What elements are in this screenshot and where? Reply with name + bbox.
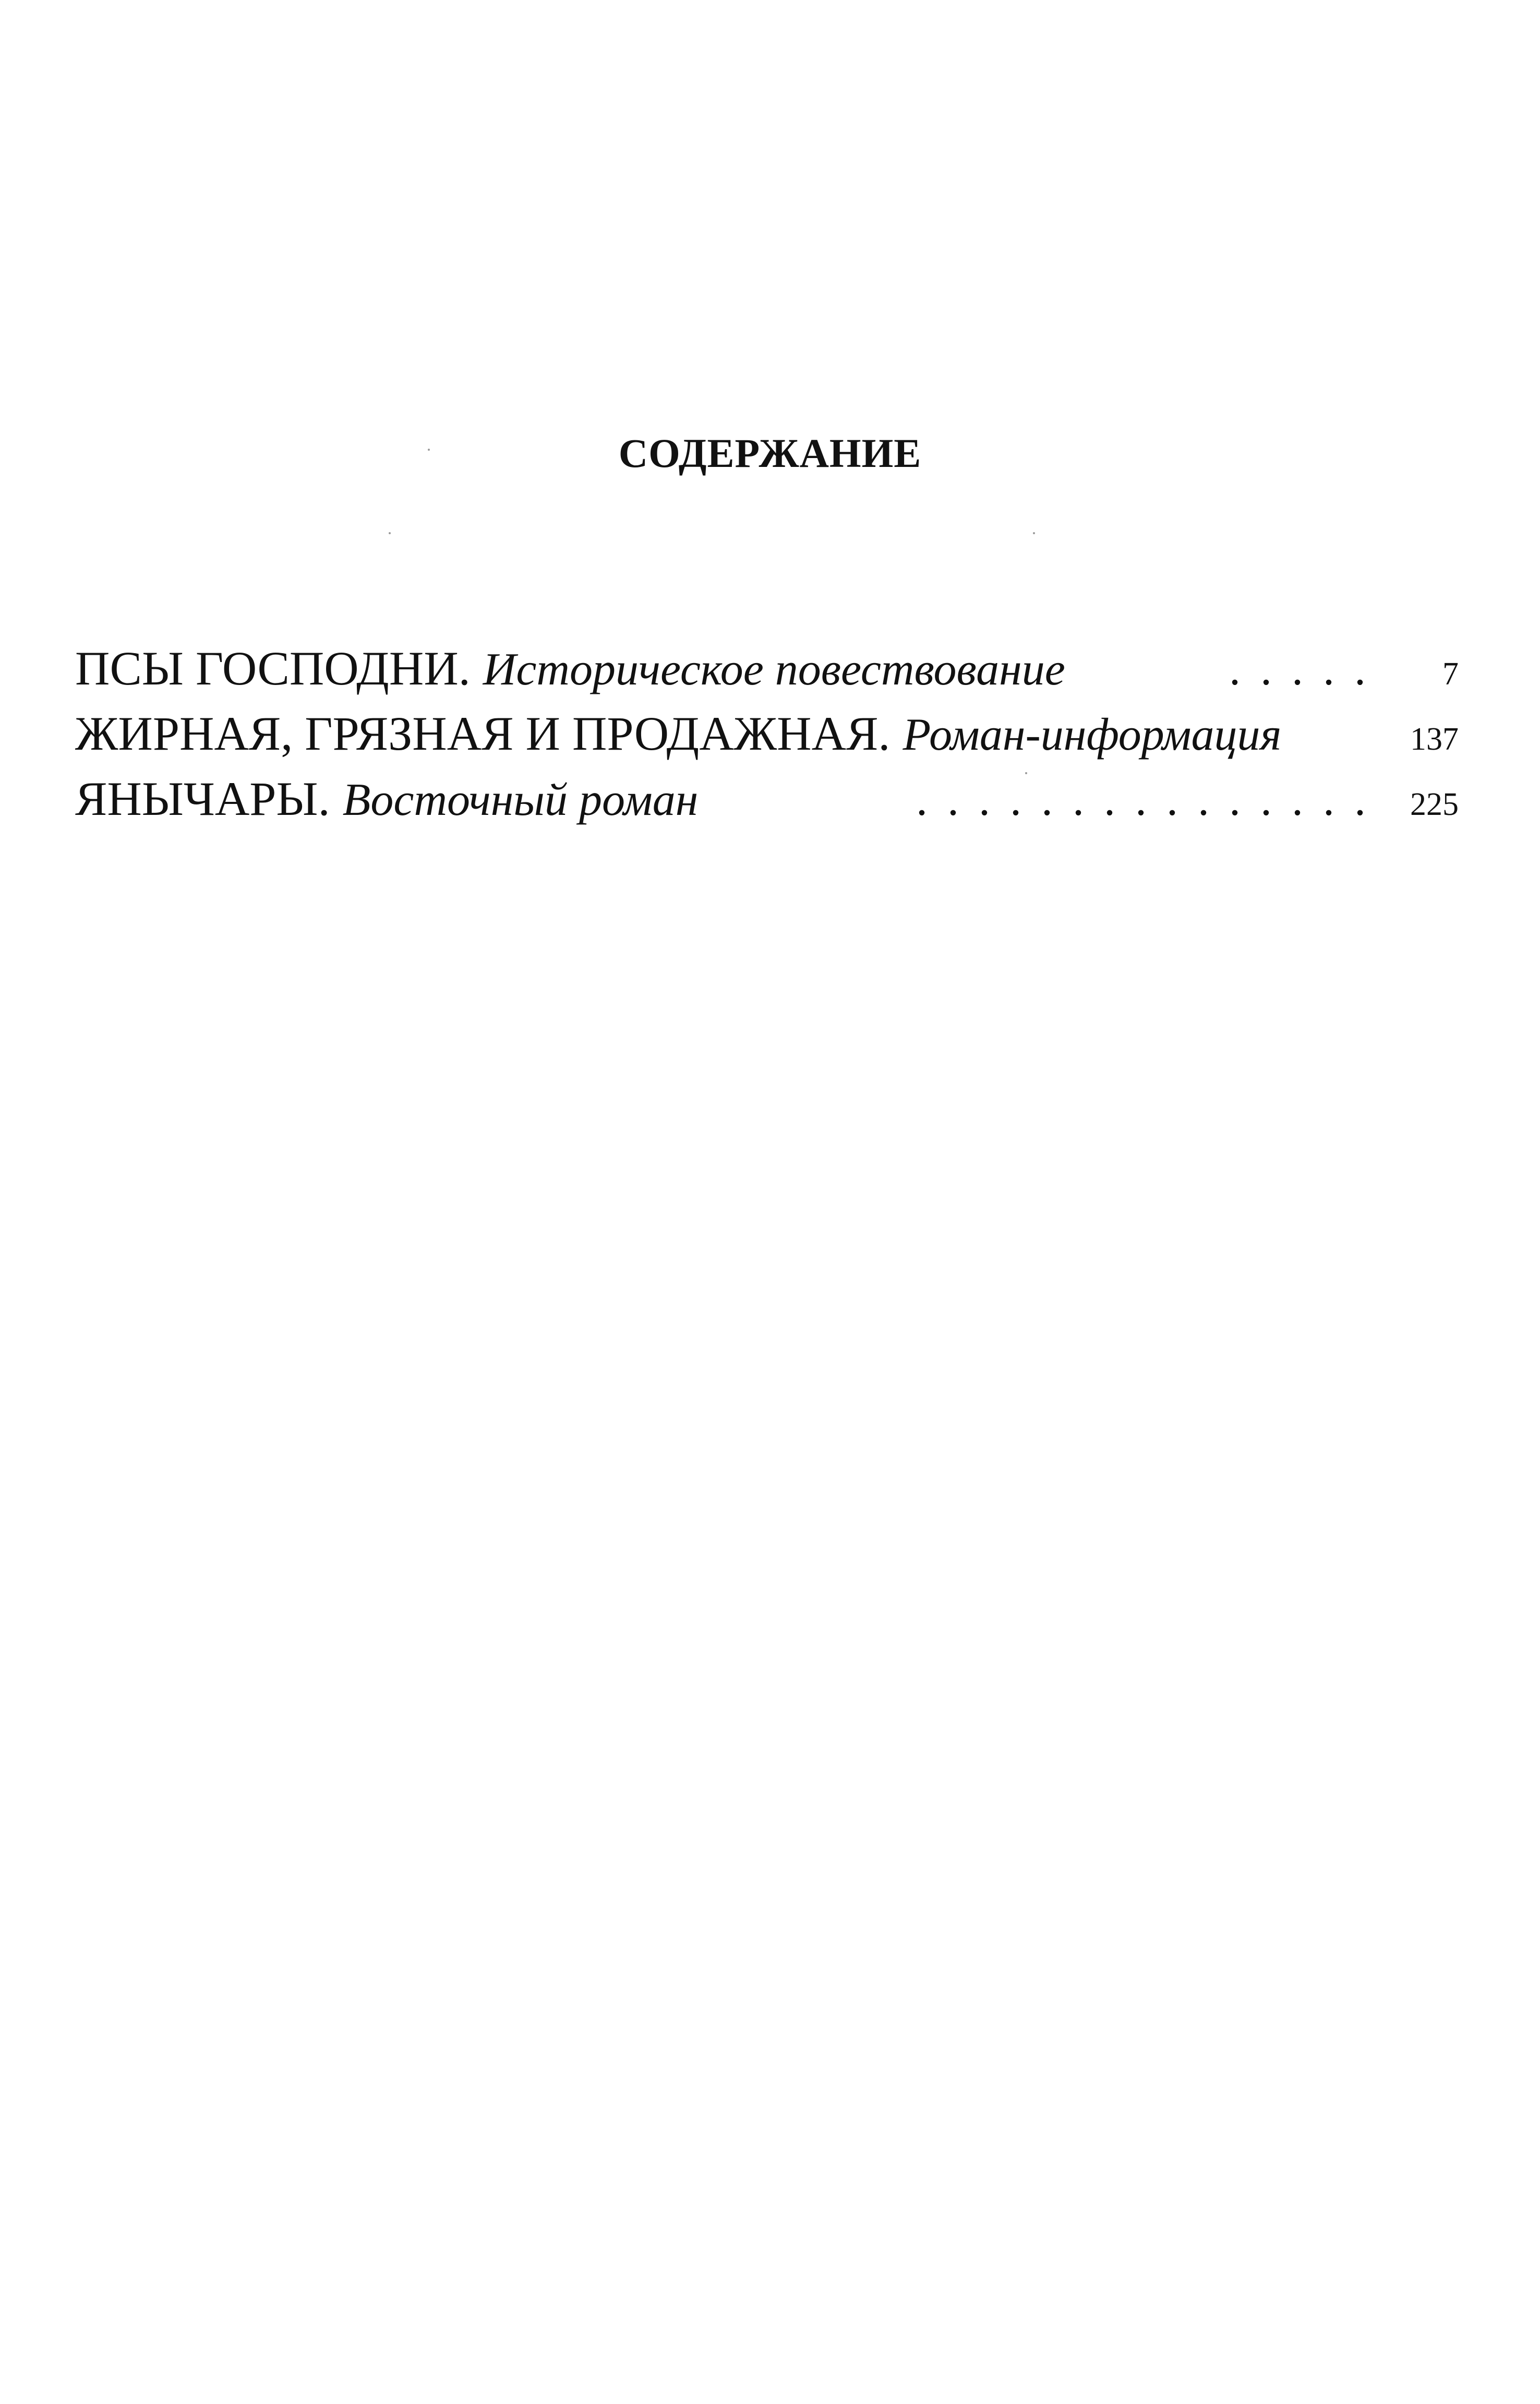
entry-title: ЖИРНАЯ, ГРЯЗНАЯ И ПРОДАЖНАЯ. bbox=[75, 707, 891, 760]
entry-subtitle: Историческое повествование bbox=[483, 644, 1065, 695]
paper-speck bbox=[1033, 532, 1035, 534]
entry-title: ПСЫ ГОСПОДНИ. bbox=[75, 642, 471, 695]
paper-speck bbox=[389, 532, 391, 534]
toc-entry[interactable] bbox=[75, 772, 1459, 840]
contents-heading: СОДЕРЖАНИЕ bbox=[618, 430, 922, 476]
page-number: 7 bbox=[1442, 656, 1459, 692]
dot-leader: ............... bbox=[916, 777, 1386, 823]
entry-subtitle: Восточный роман bbox=[342, 775, 699, 825]
entry-subtitle: Роман-информация bbox=[903, 710, 1282, 760]
toc-entry[interactable] bbox=[75, 644, 1459, 710]
entry-title: ЯНЫЧАРЫ. bbox=[75, 772, 330, 825]
page-number: 137 bbox=[1410, 722, 1459, 757]
toc-entry[interactable] bbox=[75, 707, 1459, 775]
page-number: 225 bbox=[1410, 787, 1459, 822]
table-of-contents bbox=[75, 644, 1459, 840]
dot-leader: ..... bbox=[1229, 647, 1386, 693]
